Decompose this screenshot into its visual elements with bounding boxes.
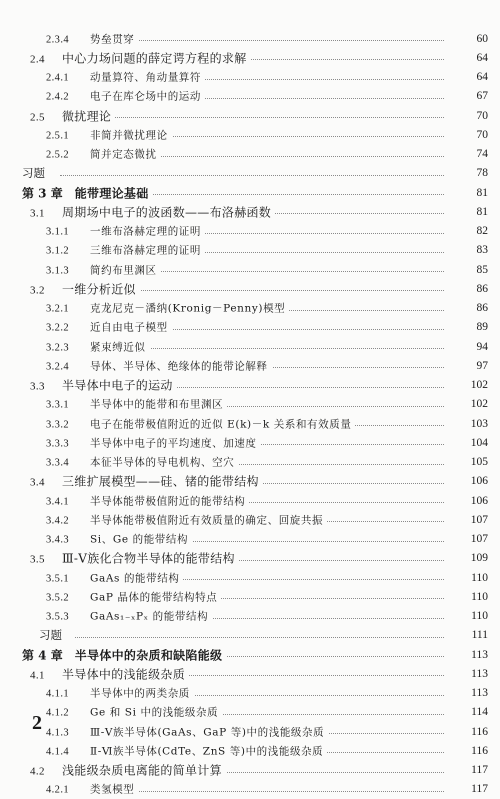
toc-entry-title: 微扰理论 (62, 109, 112, 124)
dot-leader (60, 175, 446, 177)
toc-entry-title: GaAs 的能带结构 (90, 572, 180, 585)
dot-leader (90, 117, 446, 119)
toc-entry-number: 4.2 (30, 765, 45, 778)
toc-entry-title: 简并定态微扰 (90, 148, 157, 161)
toc-entry-page: 106 (445, 475, 488, 487)
toc-entry-number: 3.3.3 (46, 438, 69, 450)
toc-entry-label (46, 339, 150, 354)
toc-entry-page: 70 (445, 129, 488, 141)
toc-entry-page: 97 (445, 360, 488, 372)
toc-entry-title: 半导体中电子的运动 (62, 378, 173, 393)
toc-entry-title: 电子在能带极值附近的近似 E(k)－k 关系和有效质量 (90, 418, 352, 431)
toc-entry-title: Ⅲ-Ⅴ族化合物半导体的能带结构 (62, 551, 235, 566)
toc-entry-title: 半导体中的两类杂质 (90, 687, 190, 700)
toc-entry-number: 3.5.1 (46, 573, 69, 585)
dot-leader (90, 791, 446, 793)
toc-entry-label (46, 782, 138, 797)
toc-entry-label (46, 416, 355, 431)
toc-subsection-entry[interactable] (0, 722, 500, 741)
toc-entry-title: 半导体中的能带和布里渊区 (90, 398, 224, 411)
toc-entry-title: 半导体能带极值附近有效质量的确定、回旋共振 (90, 514, 324, 527)
toc-subsection-entry[interactable] (0, 145, 500, 164)
toc-subsection-entry[interactable] (0, 356, 500, 375)
toc-section-entry[interactable] (0, 279, 500, 298)
dot-leader (90, 40, 446, 42)
toc-subsection-entry[interactable] (0, 299, 500, 318)
toc-entry-number: 4.1.1 (46, 688, 69, 700)
toc-entry-label (39, 627, 66, 643)
toc-entry-page: 107 (445, 514, 488, 526)
toc-entry-number: 2.5.1 (46, 130, 69, 142)
toc-subsection-entry[interactable] (0, 68, 500, 87)
dot-leader (75, 637, 446, 639)
toc-entry-title: Ge 和 Si 中的浅能级杂质 (90, 706, 219, 719)
toc-entry-number: 3.3.2 (46, 419, 69, 431)
toc-entry-title: 习题 (39, 628, 62, 643)
toc-entry-page: 117 (445, 764, 488, 776)
toc-subsection-entry[interactable] (0, 395, 500, 414)
toc-entry-page: 111 (445, 629, 488, 641)
toc-exercise-entry[interactable] (0, 164, 500, 183)
toc-entry-page: 82 (445, 225, 488, 237)
toc-entry-title: 三维布洛赫定理的证明 (90, 244, 201, 257)
toc-entry-label (46, 224, 205, 239)
toc-entry-title: 电子在库仑场中的运动 (90, 90, 201, 103)
toc-entry-label (46, 532, 192, 547)
toc-entry-label (22, 646, 226, 663)
toc-entry-title: 紧束缚近似 (90, 341, 146, 354)
toc-entry-title: 一维布洛赫定理的证明 (90, 225, 201, 238)
toc-entry-title: 动量算符、角动量算符 (90, 71, 201, 84)
toc-entry-label (46, 127, 172, 142)
toc-entry-page: 110 (445, 610, 488, 622)
toc-subsection-entry[interactable] (0, 87, 500, 106)
toc-entry-page: 105 (445, 456, 488, 468)
toc-entry-label (46, 705, 222, 720)
toc-entry-title: 三维扩展模型——硅、锗的能带结构 (62, 474, 259, 489)
toc-subsection-entry[interactable] (0, 318, 500, 337)
toc-entry-title: 能带理论基础 (74, 186, 149, 201)
toc-section-entry[interactable] (0, 48, 500, 67)
toc-entry-label (46, 31, 138, 46)
toc-entry-number: 3.3.4 (46, 457, 69, 469)
dot-leader (120, 194, 446, 196)
toc-entry-number: 3.4 (30, 476, 45, 489)
toc-subsection-entry[interactable] (0, 741, 500, 760)
toc-entry-number: 3.4.1 (46, 496, 69, 508)
toc-subsection-entry[interactable] (0, 530, 500, 549)
page-number: 2 (32, 712, 42, 734)
toc-entry-title: 半导体中的浅能级杂质 (62, 667, 186, 682)
toc-entry-label (46, 397, 227, 412)
toc-subsection-entry[interactable] (0, 703, 500, 722)
toc-entry-number: 2.5.2 (46, 149, 69, 161)
toc-entry-title: 习题 (22, 166, 45, 181)
toc-subsection-entry[interactable] (0, 587, 500, 606)
toc-subsection-entry[interactable] (0, 491, 500, 510)
toc-entry-number: 3.1 (30, 207, 45, 220)
toc-entry-page: 106 (445, 495, 488, 507)
toc-entry-label (30, 377, 177, 394)
toc-entry-number: 3.2.4 (46, 361, 69, 373)
toc-entry-page: 86 (445, 302, 488, 314)
toc-entry-title: 近自由电子模型 (90, 321, 168, 334)
toc-entry-title: 半导体中的杂质和缺陷能级 (74, 648, 223, 663)
toc-entry-title: 半导体能带极值附近的能带结构 (90, 495, 246, 508)
toc-entry-number: 3.2 (30, 284, 45, 297)
toc-entry-page: 114 (445, 706, 488, 718)
toc-entry-page: 110 (445, 572, 488, 584)
toc-exercise-entry[interactable] (0, 626, 500, 645)
toc-entry-label (30, 550, 239, 567)
toc-entry-label (46, 493, 249, 508)
toc-entry-number: 3.1.1 (46, 226, 69, 238)
toc-entry-number: 4.2.1 (46, 784, 69, 796)
toc-entry-label (46, 589, 221, 604)
toc-entry-number: 4.1.4 (46, 746, 69, 758)
toc-entry-page: 113 (445, 649, 488, 661)
toc-entry-number: 3.5.2 (46, 592, 69, 604)
toc-entry-page: 78 (445, 167, 488, 179)
toc-entry-title: GaP 晶体的能带结构特点 (90, 591, 218, 604)
toc-entry-page: 83 (445, 244, 488, 256)
toc-subsection-entry[interactable] (0, 433, 500, 452)
toc-entry-page: 89 (445, 321, 488, 333)
toc-entry-label (46, 320, 172, 335)
toc-entry-title: 浅能级杂质电离能的简单计算 (62, 763, 222, 778)
toc-entry-label (46, 147, 161, 162)
toc-entry-title: 简约布里渊区 (90, 264, 157, 277)
toc-entry-title: Ⅲ-Ⅴ族半导体(GaAs、GaP 等)中的浅能级杂质 (90, 726, 325, 739)
toc-entry-label (30, 203, 275, 220)
toc-entry-number: 第 4 章 (22, 648, 63, 663)
toc-entry-page: 117 (445, 783, 488, 795)
toc-entry-label (30, 762, 226, 779)
toc-entry-page: 116 (445, 726, 488, 738)
toc-entry-number: 4.1.2 (46, 707, 69, 719)
toc-section-entry[interactable] (0, 106, 500, 125)
toc-entry-label (30, 107, 115, 124)
toc-entry-label (46, 724, 328, 739)
toc-entry-label (46, 512, 327, 527)
toc-entry-page: 113 (445, 687, 488, 699)
toc-subsection-entry[interactable] (0, 414, 500, 433)
toc-entry-label (46, 262, 161, 277)
toc-subsection-entry[interactable] (0, 337, 500, 356)
toc-entry-label (46, 70, 205, 85)
toc-entry-page: 74 (445, 148, 488, 160)
toc-entry-page: 94 (445, 341, 488, 353)
toc-entry-label (22, 184, 153, 201)
toc-entry-title: 克龙尼克－潘纳(Kronig－Penny)模型 (90, 302, 286, 315)
toc-entry-number: 2.4 (30, 53, 45, 66)
toc-section-entry[interactable] (0, 549, 500, 568)
toc-entry-label (46, 358, 272, 373)
toc-subsection-entry[interactable] (0, 453, 500, 472)
toc-entry-number: 3.1.2 (46, 245, 69, 257)
toc-entry-title: 非简并微扰理论 (90, 129, 168, 142)
toc-subsection-entry[interactable] (0, 510, 500, 529)
toc-subsection-entry[interactable] (0, 780, 500, 799)
toc-entry-title: 导体、半导体、绝缘体的能带论解释 (90, 360, 268, 373)
toc-entry-number: 3.4.2 (46, 515, 69, 527)
toc-entry-number: 3.2.3 (46, 342, 69, 354)
toc-entry-page: 109 (445, 552, 488, 564)
table-of-contents (0, 29, 500, 799)
toc-entry-label (30, 280, 140, 297)
toc-subsection-entry[interactable] (0, 241, 500, 260)
toc-entry-number: 4.1.3 (46, 727, 69, 739)
toc-entry-number: 3.1.3 (46, 265, 69, 277)
toc-entry-page: 60 (445, 33, 488, 45)
toc-entry-label (30, 49, 251, 66)
toc-entry-label (22, 165, 49, 181)
toc-entry-page: 85 (445, 264, 488, 276)
toc-entry-title: 中心力场问题的薛定谔方程的求解 (62, 51, 247, 66)
toc-entry-title: GaAs₁₋ₓPₓ 的能带结构 (90, 610, 209, 623)
toc-section-entry[interactable] (0, 761, 500, 780)
toc-entry-page: 86 (445, 283, 488, 295)
toc-entry-page: 81 (445, 206, 488, 218)
toc-section-entry[interactable] (0, 472, 500, 491)
toc-entry-number: 2.5 (30, 111, 45, 124)
toc-entry-title: Ⅱ-Ⅵ族半导体(CdTe、ZnS 等)中的浅能级杂质 (90, 745, 324, 758)
toc-entry-number: 3.2.2 (46, 322, 69, 334)
toc-entry-page: 103 (445, 418, 488, 430)
toc-entry-label (46, 743, 327, 758)
toc-entry-label (46, 570, 183, 585)
toc-entry-title: 一维分析近似 (62, 282, 136, 297)
toc-entry-page: 104 (445, 437, 488, 449)
toc-entry-title: Si、Ge 的能带结构 (90, 533, 189, 546)
toc-entry-title: 周期场中电子的波函数——布洛赫函数 (62, 205, 272, 220)
toc-chapter-entry[interactable] (0, 645, 500, 664)
toc-section-entry[interactable] (0, 664, 500, 683)
toc-entry-label (46, 243, 205, 258)
toc-entry-number: 2.4.2 (46, 91, 69, 103)
toc-entry-page: 116 (445, 745, 488, 757)
dot-leader (90, 290, 446, 292)
toc-subsection-entry[interactable] (0, 222, 500, 241)
toc-entry-label (46, 435, 261, 450)
toc-entry-number: 4.1 (30, 669, 45, 682)
toc-entry-page: 64 (445, 52, 488, 64)
toc-subsection-entry[interactable] (0, 607, 500, 626)
toc-subsection-entry[interactable] (0, 568, 500, 587)
toc-subsection-entry[interactable] (0, 684, 500, 703)
toc-entry-label (46, 301, 289, 316)
toc-entry-number: 2.3.4 (46, 34, 69, 46)
toc-entry-page: 113 (445, 668, 488, 680)
toc-entry-number: 3.5.3 (46, 611, 69, 623)
toc-subsection-entry[interactable] (0, 125, 500, 144)
toc-entry-page: 102 (445, 379, 488, 391)
toc-section-entry[interactable] (0, 202, 500, 221)
toc-entry-number: 3.3.1 (46, 399, 69, 411)
toc-entry-label (46, 609, 212, 624)
toc-entry-page: 81 (445, 187, 488, 199)
toc-entry-number: 3.5 (30, 553, 45, 566)
toc-subsection-entry[interactable] (0, 29, 500, 48)
toc-entry-number: 第 3 章 (22, 186, 63, 201)
toc-entry-title: 半导体中电子的平均速度、加速度 (90, 437, 257, 450)
toc-entry-page: 64 (445, 71, 488, 83)
toc-entry-number: 3.4.3 (46, 534, 69, 546)
toc-entry-page: 67 (445, 90, 488, 102)
toc-entry-number: 3.3 (30, 380, 45, 393)
toc-entry-page: 102 (445, 398, 488, 410)
toc-entry-title: 类氢模型 (90, 783, 135, 796)
toc-entry-page: 107 (445, 533, 488, 545)
toc-entry-label (30, 665, 189, 682)
toc-entry-label (46, 89, 205, 104)
toc-entry-page: 110 (445, 591, 488, 603)
toc-entry-title: 本征半导体的导电机构、空穴 (90, 456, 235, 469)
toc-entry-title: 势垒贯穿 (90, 33, 135, 46)
toc-entry-page: 70 (445, 110, 488, 122)
toc-entry-number: 3.2.1 (46, 303, 69, 315)
toc-subsection-entry[interactable] (0, 260, 500, 279)
toc-entry-label (46, 686, 194, 701)
toc-entry-label (46, 455, 238, 470)
toc-entry-number: 2.4.1 (46, 72, 69, 84)
toc-section-entry[interactable] (0, 376, 500, 395)
toc-entry-label (30, 473, 263, 490)
toc-chapter-entry[interactable] (0, 183, 500, 202)
